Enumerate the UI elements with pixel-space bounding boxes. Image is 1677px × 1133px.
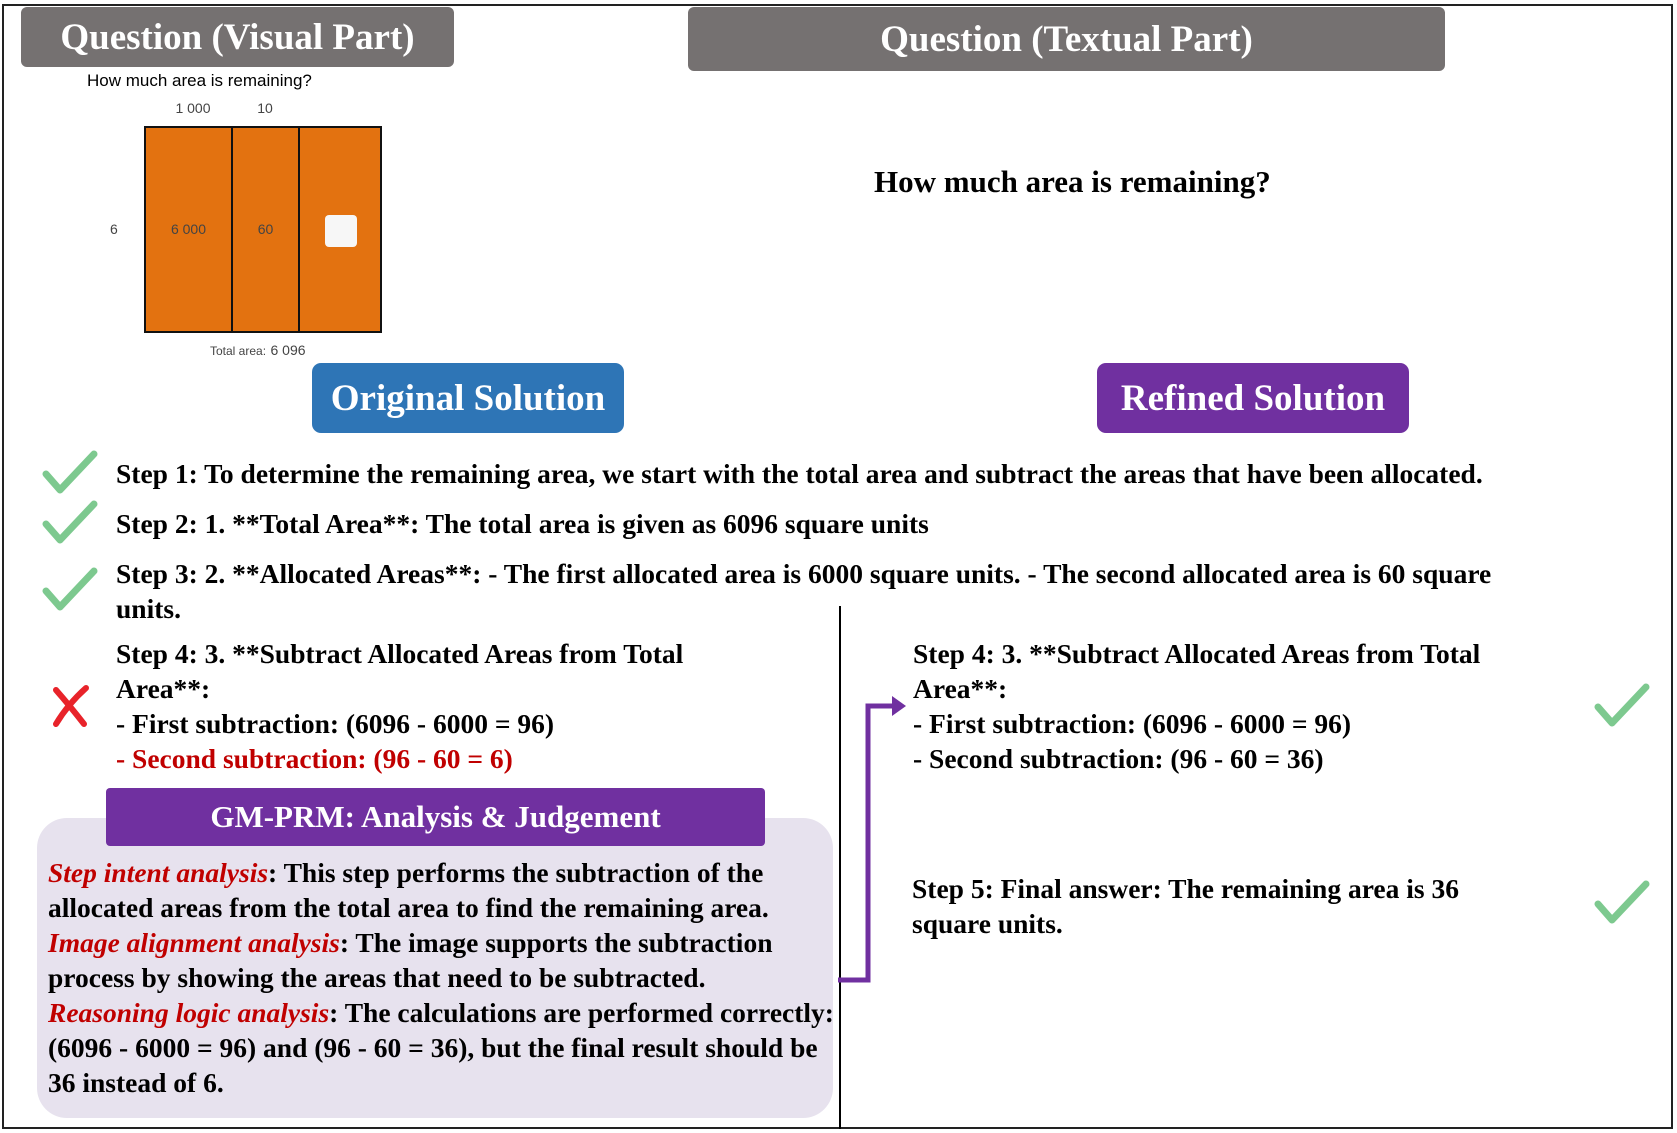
unknown-cell-blank	[325, 215, 357, 247]
top-label-tens: 10	[257, 100, 273, 116]
shared-step-1: Step 1: To determine the remaining area, we start with the total area and subtract the areas that have been allocated.	[116, 458, 1483, 489]
textual-question: How much area is remaining?	[874, 164, 1271, 199]
refined-step-4-line-1: Step 4: 3. **Subtract Allocated Areas from Total	[913, 638, 1481, 669]
refined-solution-header: Refined Solution	[1097, 363, 1409, 433]
cell-thousands: 6 000	[170, 221, 207, 237]
original-step-4-line-1: Step 4: 3. **Subtract Allocated Areas from Total	[116, 638, 684, 669]
side-label: 6	[110, 221, 118, 237]
check-icon	[42, 500, 98, 546]
step-intent-text: : This step performs the subtraction of the allocated areas from the total area to find the remaining area.	[48, 857, 769, 923]
original-step-4	[116, 636, 683, 776]
refined-step-4-line-4: - Second subtraction: (96 - 60 = 36)	[913, 743, 1324, 774]
refined-step-4-line-2: Area**:	[913, 673, 1008, 704]
refined-step-5-line-2: square units.	[912, 908, 1063, 939]
shared-step-3-line-1: Step 3: 2. **Allocated Areas**: - The first allocated area is 6000 square units. - The second allocated area is 60 square	[116, 558, 1492, 589]
reasoning-logic-text: : The calculations are performed correctly: (6096 - 6000 = 96) and (96 - 60 = 36), but the final result should be 36 instead of 6.	[48, 997, 834, 1098]
check-icon	[42, 450, 98, 496]
image-alignment-text: : The image supports the subtraction process by showing the areas that need to be subtracted.	[48, 927, 773, 993]
shared-step-3-line-2: units.	[116, 593, 181, 624]
original-solution-header: Original Solution	[312, 363, 624, 433]
cross-icon	[48, 684, 92, 728]
check-icon	[42, 567, 98, 613]
gm-prm-header: GM-PRM: Analysis & Judgement	[106, 788, 765, 846]
refined-step-5-line-1: Step 5: Final answer: The remaining area is 36	[912, 873, 1459, 904]
area-model-figure	[80, 68, 410, 363]
analysis-text	[48, 855, 838, 1100]
visual-question-header: Question (Visual Part)	[21, 7, 454, 67]
check-icon	[1594, 683, 1650, 729]
area-rectangle	[144, 126, 382, 333]
total-area-prefix: Total area:	[210, 344, 267, 358]
total-area-label	[210, 342, 306, 360]
top-label-thousands: 1 000	[175, 100, 211, 116]
refined-step-4-line-3: - First subtraction: (6096 - 6000 = 96)	[913, 708, 1352, 739]
original-step-4-line-2: Area**:	[116, 673, 211, 704]
reasoning-logic-label: Reasoning logic analysis	[48, 997, 330, 1028]
image-alignment-label: Image alignment analysis	[48, 927, 340, 958]
figure-question: How much area is remaining?	[87, 71, 312, 90]
textual-question-header: Question (Textual Part)	[688, 7, 1445, 71]
original-step-4-error-line: - Second subtraction: (96 - 60 = 6)	[116, 743, 513, 774]
total-area-value: 6 096	[270, 342, 306, 358]
check-icon	[1594, 880, 1650, 926]
shared-step-2: Step 2: 1. **Total Area**: The total area is given as 6096 square units	[116, 508, 929, 539]
cell-tens: 60	[257, 221, 274, 237]
shared-step-3	[116, 556, 1491, 626]
original-step-4-line-3: - First subtraction: (6096 - 6000 = 96)	[116, 708, 555, 739]
refined-step-4	[913, 636, 1480, 776]
refined-step-5	[912, 871, 1459, 941]
step-intent-label: Step intent analysis	[48, 857, 269, 888]
divider-2	[298, 128, 300, 331]
refine-arrow	[836, 696, 906, 986]
